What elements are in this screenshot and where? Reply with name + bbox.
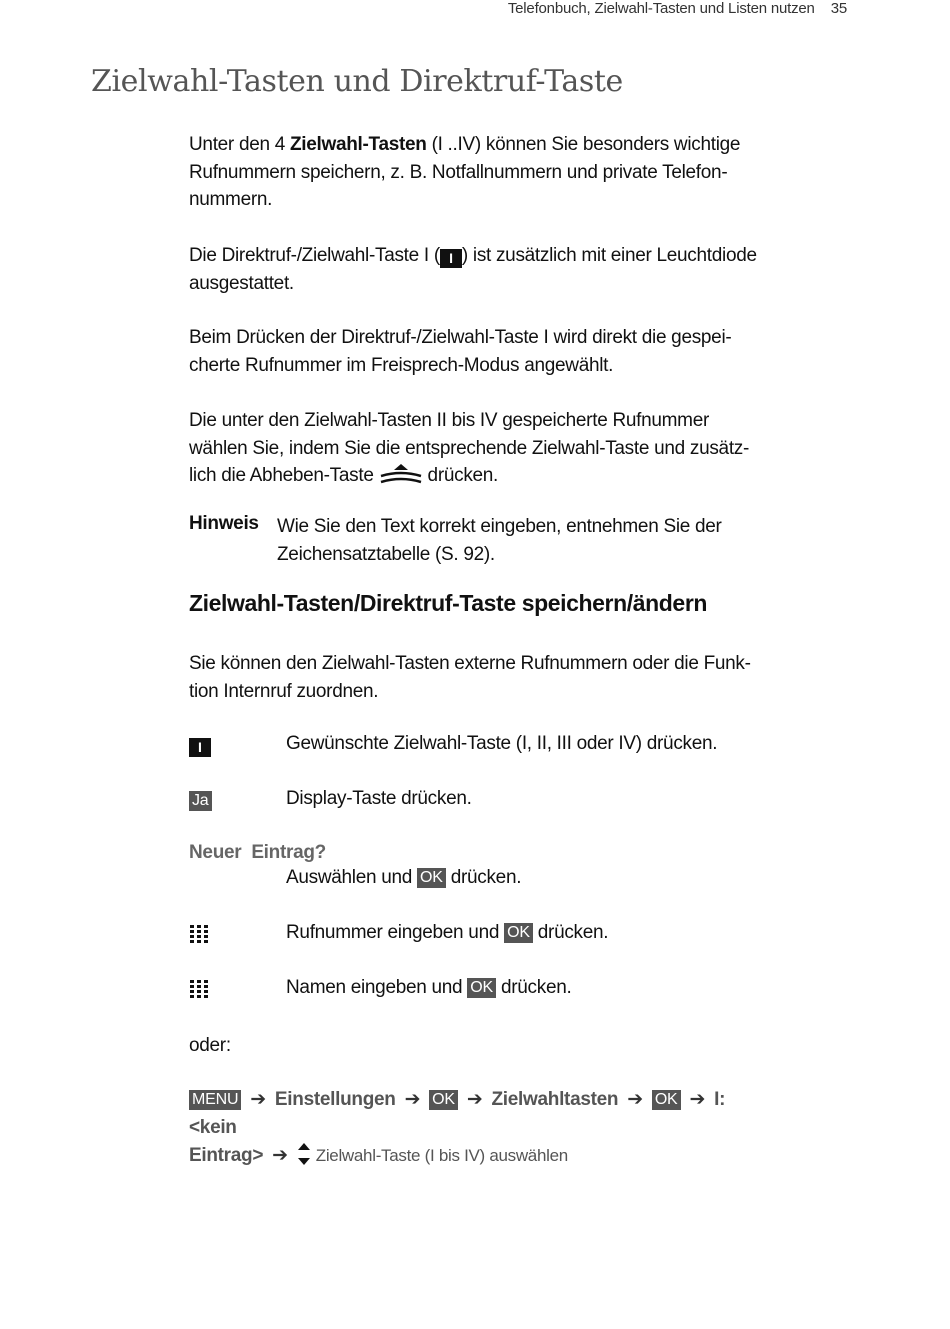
note-text: Wie Sie den Text korrekt eingeben, entnehmen Sie der Zeichensatztabelle (S. 92). — [277, 516, 722, 565]
arrow-right-icon: ➔ — [466, 1089, 483, 1110]
menu-softkey-icon: MENU — [189, 1090, 241, 1110]
ok-softkey-icon: OK — [504, 923, 533, 943]
paragraph-assign: Sie können den Zielwahl-Tasten externe Rufnummern oder die Funk-tion Internruf zuordnen. — [189, 653, 751, 702]
step-1-icon — [189, 737, 211, 757]
speed-dial-key-icon: I — [440, 249, 462, 268]
path-entry-b: Eintrag> — [189, 1145, 264, 1166]
p4-text-a: Die unter den Zielwahl-Tasten II bis IV gespeicherte Rufnummer wählen Sie, indem Sie die entsprechende Zielwahl-Taste und zusätz-lich die Abheben-Taste — [189, 410, 750, 486]
page-header — [508, 0, 847, 17]
arrow-right-icon: ➔ — [250, 1089, 266, 1110]
display-label: Neuer Eintrag? — [189, 842, 326, 863]
p1-text-a: Unter den 4 — [189, 134, 290, 155]
step-2-icon — [189, 791, 212, 811]
step-1-text: Gewünschte Zielwahl-Taste (I, II, III oder IV) drücken. — [286, 733, 718, 754]
step-4-text-b: drücken. — [532, 922, 609, 943]
page-number: 35 — [830, 0, 847, 17]
note-label: Hinweis — [189, 513, 259, 534]
path-select-text: Zielwahl-Taste (I bis IV) auswählen — [315, 1146, 568, 1165]
section-title: Zielwahl-Tasten/Direktruf-Taste speichern/ändern — [189, 590, 708, 616]
arrow-right-icon: ➔ — [404, 1089, 421, 1110]
arrow-right-icon: ➔ — [272, 1145, 288, 1166]
arrow-right-icon: ➔ — [627, 1089, 643, 1110]
menu-path — [189, 1086, 769, 1170]
speed-dial-key-icon: I — [189, 738, 211, 757]
paragraph-led — [189, 242, 759, 297]
step-4-text-a: Rufnummer eingeben und — [286, 922, 505, 943]
p2-text-a: Die Direktruf-/Zielwahl-Taste I ( — [189, 245, 440, 266]
arrow-right-icon: ➔ — [689, 1089, 706, 1110]
path-einstellungen: Einstellungen — [274, 1089, 396, 1110]
ok-softkey-icon: OK — [467, 978, 496, 998]
step-5-text — [286, 977, 571, 999]
keypad-icon — [189, 979, 209, 1006]
paragraph-dial — [189, 407, 759, 490]
step-3-text — [286, 867, 521, 889]
step-3-text-a: Auswählen und — [286, 867, 418, 888]
up-down-arrow-icon — [297, 1142, 311, 1166]
page-title: Zielwahl-Tasten und Direktruf-Taste — [91, 64, 623, 99]
step-2-text: Display-Taste drücken. — [286, 788, 472, 809]
ja-softkey-icon: Ja — [189, 791, 212, 811]
step-3-text-b: drücken. — [445, 867, 522, 888]
ok-softkey-icon: OK — [429, 1090, 458, 1110]
path-zielwahltasten: Zielwahltasten — [491, 1089, 619, 1110]
p2-text-b: ) ist zusätzlich mit einer Leuchtdiode ausgestattet. — [189, 245, 757, 294]
keypad-icon — [189, 924, 209, 951]
ok-softkey-icon: OK — [652, 1090, 681, 1110]
paragraph-direct-call: Beim Drücken der Direktruf-/Zielwahl-Taste I wird direkt die gespei-cherte Rufnummer im Freisprech-Modus angewählt. — [189, 327, 732, 376]
oder-label: oder: — [189, 1035, 231, 1056]
handset-lift-icon — [379, 463, 423, 485]
p1-bold: Zielwahl-Tasten — [289, 134, 427, 155]
path-entry-a: I: <kein — [189, 1089, 726, 1138]
step-4-text — [286, 922, 608, 944]
step-5-text-a: Namen eingeben und — [286, 977, 468, 998]
header-section: Telefonbuch, Zielwahl-Tasten und Listen nutzen — [507, 0, 815, 17]
p1-text-b: (I ..IV) können Sie besonders wichtige Rufnummern speichern, z. B. Notfallnummern und private Telefon-nummern. — [189, 134, 741, 210]
paragraph-intro — [189, 131, 759, 214]
ok-softkey-icon: OK — [417, 868, 446, 888]
step-5-text-b: drücken. — [496, 977, 572, 998]
p4-text-b: drücken. — [422, 465, 499, 486]
